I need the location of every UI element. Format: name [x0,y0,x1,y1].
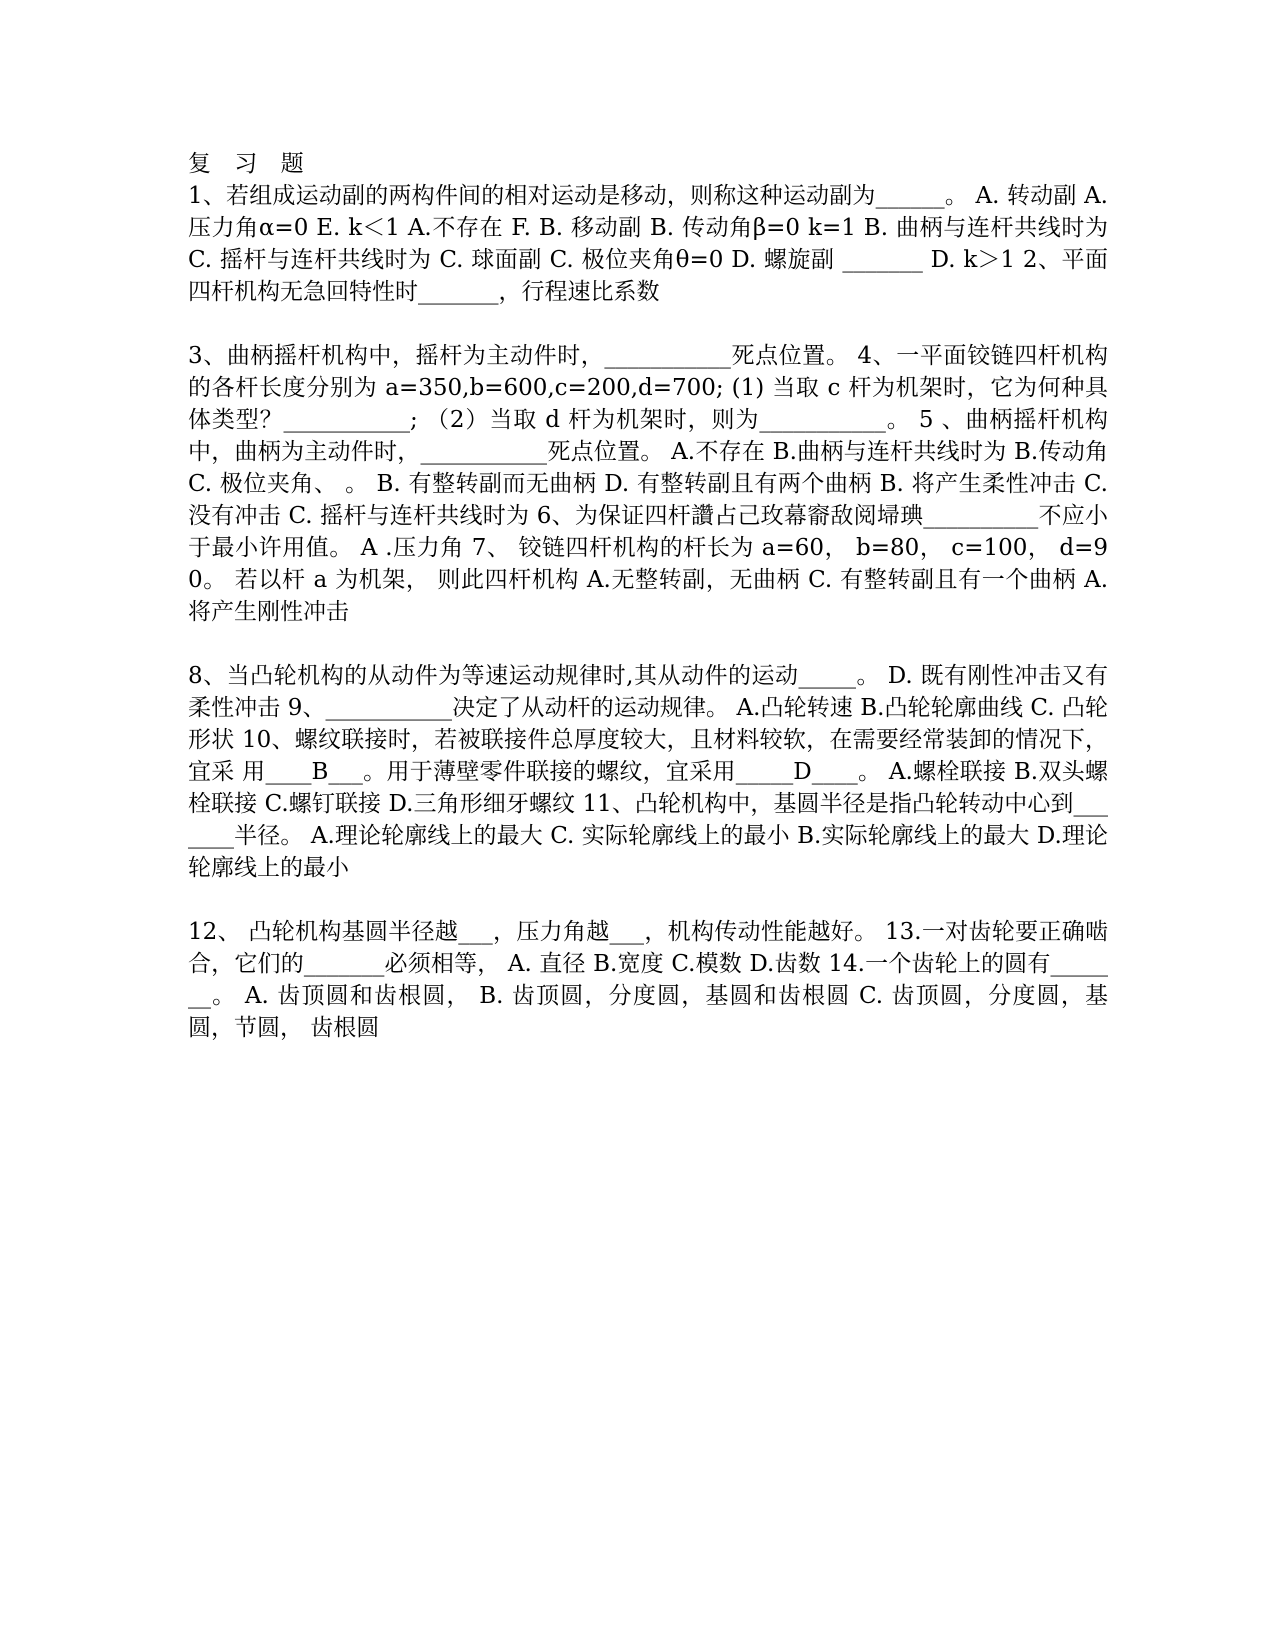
document-title: 复 习 题 [188,151,312,177]
question-block-1: 1、若组成运动副的两构件间的相对运动是移动，则称这种运动副为______。 A. 转动副 A. 压力角α=0 E. k＜1 A.不存在 F. B. 移动副 B. 传动角β=0 k=1 B. 曲柄与连杆共线时为 C. 摇杆与连杆共线时为 C. 球面副 C. 极位夹角θ=0 D. 螺旋副 _______ D. k＞1 2、平面四杆机构无急回特性时_______，行程速比系数 [188,183,1108,305]
document-body [188,148,1108,1076]
question-block-2: 3、曲柄摇杆机构中，摇杆为主动件时，___________死点位置。 4、一平面铰链四杆机构的各杆长度分别为 a=350,b=600,c=200,d=700; (1) 当取 c 杆为机架时，它为何种具体类型？___________; （2）当取 d 杆为机架时，则为___________。 5 、曲柄摇杆机构中，曲柄为主动件时，___________死点位置。 A.不存在 B.曲柄与连杆共线时为 B.传动角 C. 极位夹角、 。 B. 有整转副而无曲柄 D. 有整转副且有两个曲柄 B. 将产生柔性冲击 C. 没有冲击 C. 摇杆与连杆共线时为 6、为保证四杆讚占己玫幕窬敌阅埽琠__________不应小于最小许用值。 A .压力角 7、 铰链四杆机构的杆长为 a=60， b=80， c=100， d=90。 若以杆 a 为机架， 则此四杆机构 A.无整转副，无曲柄 C. 有整转副且有一个曲柄 A. 将产生刚性冲击 [188,343,1108,625]
question-block-4: 12、 凸轮机构基圆半径越___，压力角越___，机构传动性能越好。 13.一对齿轮要正确啮合，它们的_______必须相等， A. 直径 B.宽度 C.模数 D.齿数 14.一个齿轮上的圆有_______。 A. 齿顶圆和齿根圆， B. 齿顶圆，分度圆，基圆和齿根圆 C. 齿顶圆，分度圆，基圆，节圆， 齿根圆 [188,919,1108,1041]
question-block-3: 8、当凸轮机构的从动件为等速运动规律时,其从动件的运动_____。 D. 既有刚性冲击又有柔性冲击 9、___________决定了从动杆的运动规律。 A.凸轮转速 B.凸轮轮廓曲线 C. 凸轮形状 10、螺纹联接时，若被联接件总厚度较大，且材料较软，在需要经常装卸的情况下，宜采 用____B___。用于薄壁零件联接的螺纹，宜采用_____D____。 A.螺栓联接 B.双头螺栓联接 C.螺钉联接 D.三角形细牙螺纹 11、凸轮机构中，基圆半径是指凸轮转动中心到_______半径。 A.理论轮廓线上的最大 C. 实际轮廓线上的最小 B.实际轮廓线上的最大 D.理论轮廓线上的最小 [188,663,1108,881]
